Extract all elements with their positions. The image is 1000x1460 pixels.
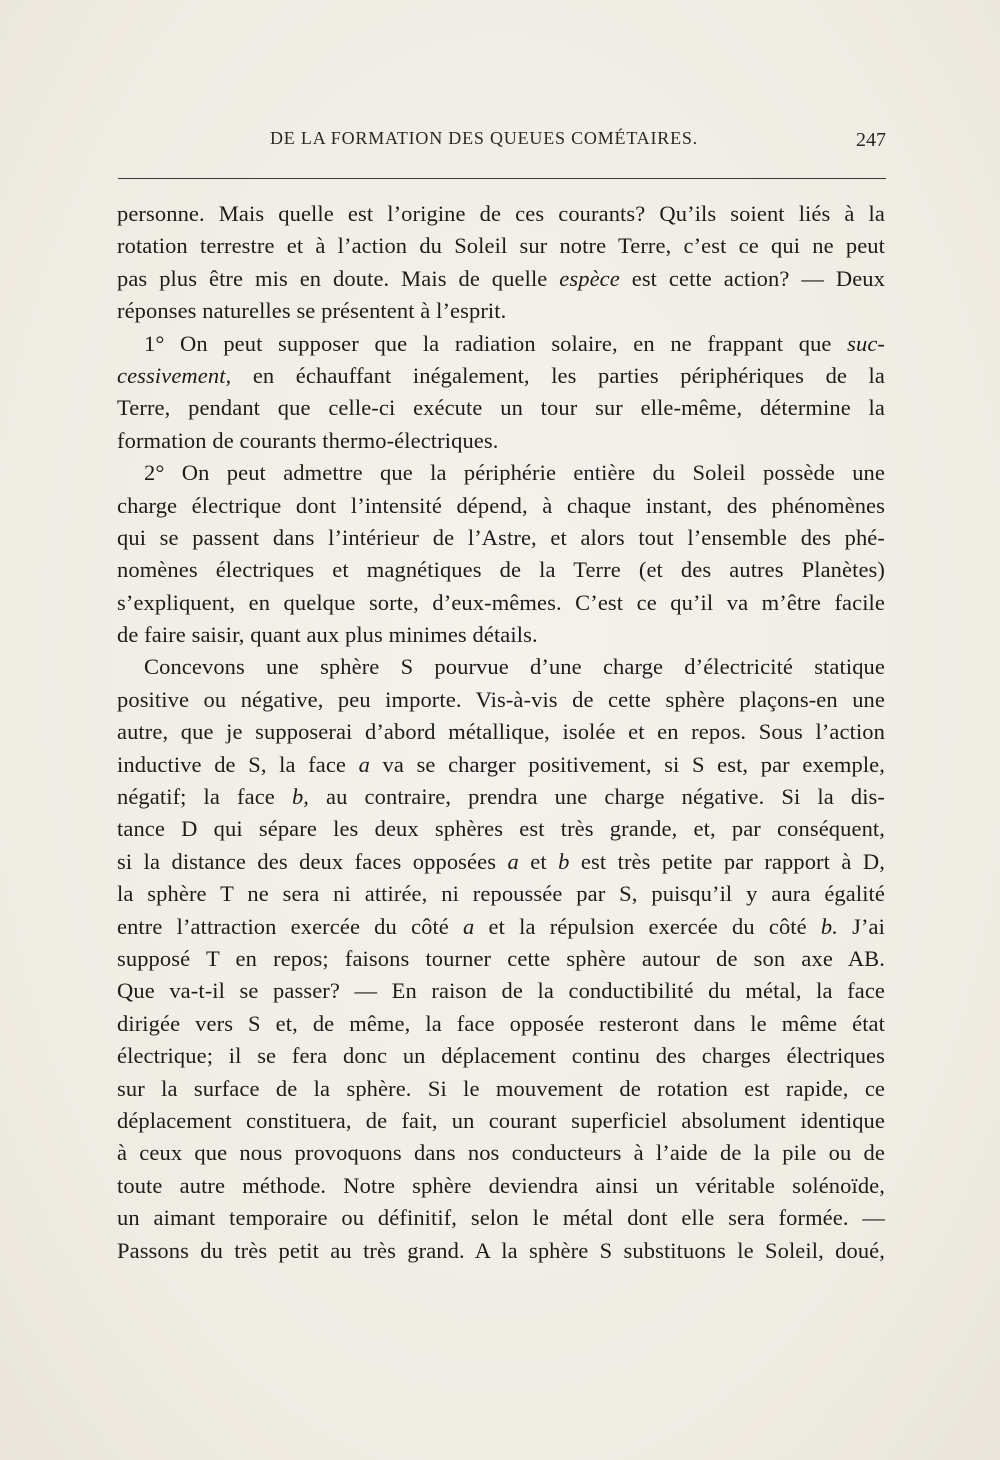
text-line: [117, 328, 885, 360]
italic-letter: a: [507, 848, 519, 874]
italic-letter: b: [558, 848, 570, 874]
text-line: [117, 911, 885, 943]
running-head: DE LA FORMATION DES QUEUES COMÉTAIRES.: [270, 128, 698, 148]
text-line: un aimant temporaire ou définitif, selon le métal dont elle sera formée. —: [117, 1205, 885, 1231]
body-text: [117, 198, 885, 1267]
text-segment: négatif; la face: [117, 784, 292, 810]
text-segment: 1° On peut supposer que la radiation solaire, en ne frappant que: [144, 330, 848, 356]
text-segment: si la distance des deux faces opposées: [117, 848, 508, 874]
text-segment: est très petite par rapport à D,: [569, 848, 885, 874]
text-line: supposé T en repos; faisons tourner cette sphère autour de son axe AB.: [117, 945, 885, 971]
text-line: Passons du très petit au très grand. A la sphère S substituons le Soleil, doué,: [117, 1237, 885, 1263]
text-line: dirigée vers S et, de même, la face opposée resteront dans le même état: [117, 1010, 885, 1036]
text-line: [117, 360, 885, 392]
text-line: charge électrique dont l’intensité dépend, à chaque instant, des phénomènes: [117, 492, 885, 518]
text-line: [117, 781, 885, 813]
text-line: réponses naturelles se présentent à l’esprit.: [117, 298, 507, 324]
text-line: Que va-t-il se passer? — En raison de la conductibilité du métal, la face: [117, 978, 885, 1004]
page-header: [118, 128, 886, 158]
text-segment: entre l’attraction exercée du côté: [117, 913, 464, 939]
text-line: nomènes électriques et magnétiques de la Terre (et des autres Planètes): [117, 557, 885, 583]
text-segment: en échauffant inégalement, les parties périphériques de la: [231, 362, 885, 388]
text-segment: pas plus être mis en doute. Mais de quelle: [117, 265, 560, 291]
text-line: de faire saisir, quant aux plus minimes détails.: [117, 622, 538, 648]
text-line: Concevons une sphère S pourvue d’une charge d’électricité statique: [144, 654, 885, 680]
text-line: à ceux que nous provoquons dans nos conducteurs à l’aide de la pile ou de: [117, 1140, 885, 1166]
text-line: 2° On peut admettre que la périphérie entière du Soleil possède une: [144, 460, 885, 486]
text-line: rotation terrestre et à l’action du Soleil sur notre Terre, c’est ce qui ne peut: [117, 233, 885, 259]
header-rule: [118, 178, 886, 179]
text-line: s’expliquent, en quelque sorte, d’eux-mêmes. C’est ce qu’il va m’être facile: [117, 589, 885, 615]
text-line: personne. Mais quelle est l’origine de ces courants? Qu’ils soient liés à la: [117, 201, 885, 226]
italic-word: suc-: [847, 330, 885, 356]
text-segment: est cette action? — Deux: [619, 265, 885, 291]
text-line: la sphère T ne sera ni attirée, ni repoussée par S, puisqu’il y aura égalité: [117, 881, 885, 907]
italic-word: cessivement,: [117, 362, 232, 388]
page-number: 247: [856, 129, 886, 151]
text-line: sur la surface de la sphère. Si le mouvement de rotation est rapide, ce: [117, 1075, 885, 1101]
text-line: qui se passent dans l’intérieur de l’Astre, et alors tout l’ensemble des phé-: [117, 524, 885, 550]
text-segment: et la répulsion exercée du côté: [474, 913, 821, 939]
text-line: toute autre méthode. Notre sphère deviendra ainsi un véritable solénoïde,: [117, 1172, 885, 1198]
italic-word: espèce: [559, 265, 620, 291]
text-line: [117, 749, 885, 781]
text-line: positive ou négative, peu importe. Vis-à-vis de cette sphère plaçons-en une: [117, 686, 885, 712]
text-line: tance D qui sépare les deux sphères est très grande, et, par conséquent,: [117, 816, 885, 842]
text-line: déplacement constituera, de fait, un courant superficiel absolument identique: [117, 1107, 885, 1133]
text-line: Terre, pendant que celle-ci exécute un tour sur elle-même, détermine la: [117, 395, 885, 421]
text-line: [117, 846, 885, 878]
text-line: [117, 263, 885, 295]
text-line: électrique; il se fera donc un déplacement continu des charges électriques: [117, 1043, 885, 1069]
text-line: formation de courants thermo-électriques.: [117, 427, 499, 453]
text-segment: au contraire, prendra une charge négative. Si la dis-: [309, 784, 885, 810]
text-line: autre, que je supposerai d’abord métallique, isolée et en repos. Sous l’action: [117, 719, 885, 745]
text-segment: J’ai: [837, 913, 885, 939]
italic-letter: b.: [820, 913, 838, 939]
text-segment: va se charger positivement, si S est, par exemple,: [369, 751, 885, 777]
text-segment: inductive de S, la face: [117, 751, 359, 777]
text-segment: et: [518, 848, 559, 874]
italic-letter: a: [358, 751, 370, 777]
italic-letter: a: [463, 913, 475, 939]
italic-letter: b,: [291, 784, 310, 810]
